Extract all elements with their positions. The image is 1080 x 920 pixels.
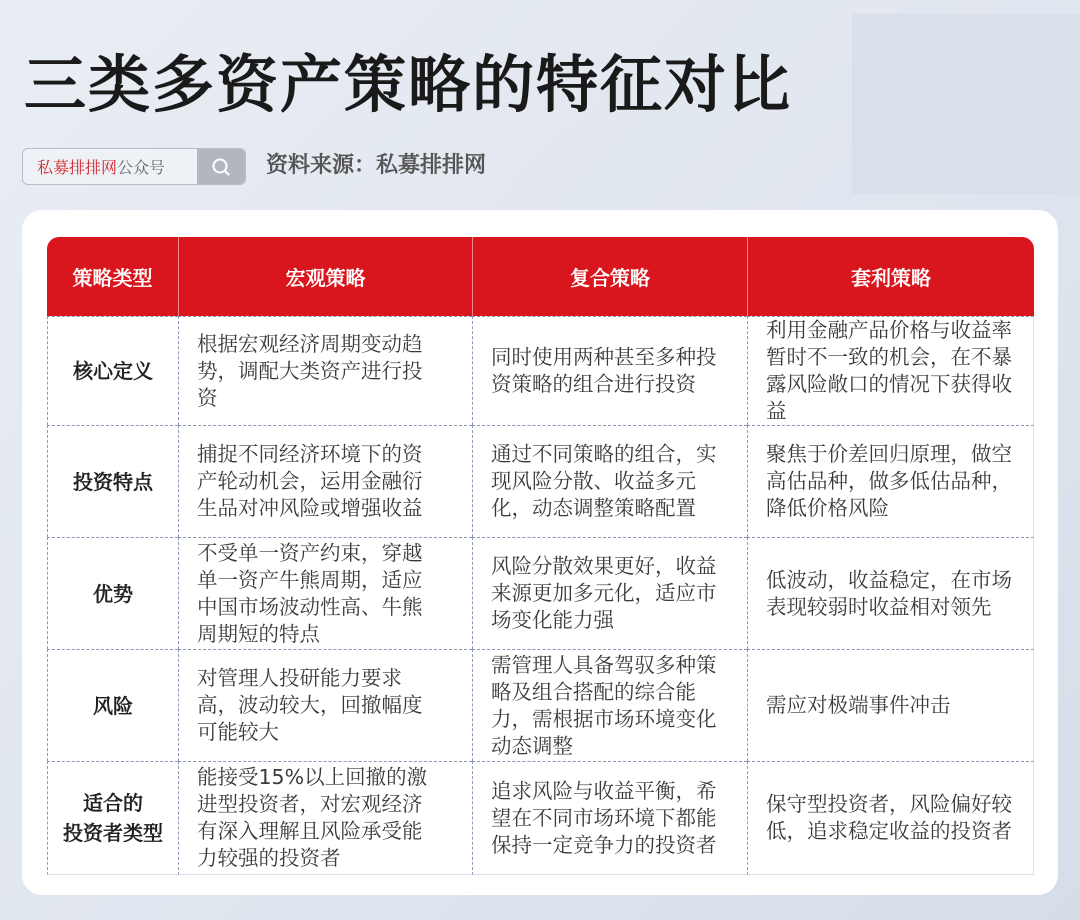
- table-cell: 需应对极端事件冲击: [747, 649, 1034, 761]
- table-cell: 需管理人具备驾驭多种策略及组合搭配的综合能力，需根据市场环境变化动态调整: [472, 649, 747, 761]
- table-row: [47, 761, 1034, 875]
- table-cell: 利用金融产品价格与收益率暂时不一致的机会，在不暴露风险敞口的情况下获得收益: [747, 316, 1034, 425]
- table-cell: 保守型投资者，风险偏好较低，追求稳定收益的投资者: [747, 761, 1034, 875]
- search-icon: [211, 157, 231, 177]
- table-row: [47, 537, 1034, 649]
- table-cell: 低波动，收益稳定，在市场表现较弱时收益相对领先: [747, 537, 1034, 649]
- comparison-card: [22, 210, 1058, 895]
- page-title: 三类多资产策略的特征对比: [24, 48, 793, 121]
- table-cell: 根据宏观经济周期变动趋势，调配大类资产进行投资: [178, 316, 472, 425]
- search-suffix: 公众号: [117, 158, 166, 177]
- search-input[interactable]: [23, 149, 197, 184]
- table-cell: 能接受15%以上回撤的激进型投资者，对宏观经济有深入理解且风险承受能力较强的投资者: [178, 761, 472, 875]
- row-label: 优势: [47, 537, 178, 649]
- search-button[interactable]: [197, 149, 245, 184]
- table-cell: 通过不同策略的组合，实现风险分散、收益多元化，动态调整策略配置: [472, 425, 747, 537]
- table-cell: 追求风险与收益平衡，希望在不同市场环境下都能保持一定竞争力的投资者: [472, 761, 747, 875]
- row-label: 风险: [47, 649, 178, 761]
- table-header-row: [47, 237, 1034, 316]
- table-row: [47, 425, 1034, 537]
- search-badge[interactable]: [22, 148, 246, 185]
- table-cell: 对管理人投研能力要求高，波动较大，回撤幅度可能较大: [178, 649, 472, 761]
- table-cell: 聚焦于价差回归原理，做空高估品种，做多低估品种，降低价格风险: [747, 425, 1034, 537]
- table-cell: 风险分散效果更好，收益来源更加多元化，适应市场变化能力强: [472, 537, 747, 649]
- search-brand: 私募排排网: [37, 158, 118, 177]
- background-decoration: [852, 14, 1080, 194]
- table-cell: 同时使用两种甚至多种投资策略的组合进行投资: [472, 316, 747, 425]
- header-cell: 套利策略: [747, 237, 1034, 316]
- table-cell: 不受单一资产约束，穿越单一资产牛熊周期，适应中国市场波动性高、牛熊周期短的特点: [178, 537, 472, 649]
- comparison-table: [47, 237, 1034, 875]
- row-label: 核心定义: [47, 316, 178, 425]
- header-cell: 复合策略: [472, 237, 747, 316]
- source-text: 资料来源：私募排排网: [266, 153, 487, 178]
- table-row: [47, 649, 1034, 761]
- header-cell: 宏观策略: [178, 237, 472, 316]
- row-label: 投资特点: [47, 425, 178, 537]
- header-cell: 策略类型: [47, 237, 178, 316]
- table-row: [47, 316, 1034, 425]
- table-cell: 捕捉不同经济环境下的资产轮动机会，运用金融衍生品对冲风险或增强收益: [178, 425, 472, 537]
- row-label: 适合的 投资者类型: [47, 761, 178, 875]
